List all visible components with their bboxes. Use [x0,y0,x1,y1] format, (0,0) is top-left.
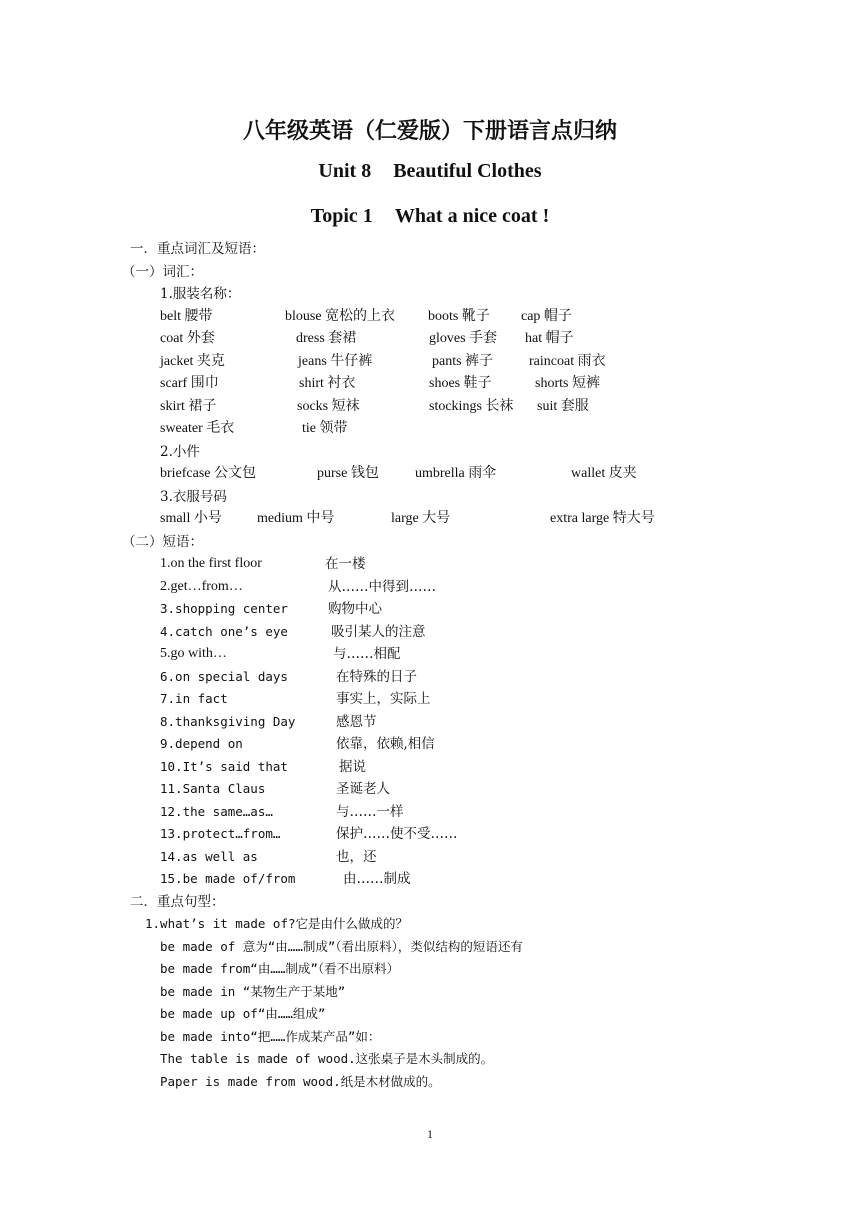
vocab-item: jeans 牛仔裤 [298,353,373,369]
page-number: 1 [427,1127,433,1141]
topic-name: What a nice coat ! [394,205,550,227]
vocab-item: boots 靴子 [428,308,490,324]
vocab-item: socks 短袜 [297,398,360,414]
vocab-item: shorts 短裤 [535,376,600,391]
vocab-item: jacket 夹克 [160,353,225,369]
page-title: 八年级英语（仁爱版）下册语言点归纳 [242,119,617,144]
phrase-row: 10.It’s said that 据说 [160,758,366,775]
vocab-item: briefcase 公文包 [160,466,257,481]
vocab-item: scarf 围巾 [160,376,219,391]
phrase-row: 14.as well as 也，还 [160,848,377,865]
unit-name: Beautiful Clothes [393,160,542,182]
unit-heading [0,160,860,183]
vocab-row [0,508,860,531]
vocab-item: belt 腰带 [160,308,213,324]
vocab-item: wallet 皮夹 [571,466,637,481]
vocab-item: small 小号 [160,511,222,526]
vocab-item: skirt 裙子 [160,398,217,414]
note-line: be made of 意为“由……制成”（看出原料），类似结构的短语还有 [160,938,523,954]
phrase-row: 1.on the first floor 在一楼 [160,556,366,572]
vocab-row [0,418,860,441]
vocab-item: pants 裤子 [432,353,494,369]
section-heading: 一．重点词汇及短语： [130,241,265,257]
vocab-item: sweater 毛衣 [160,421,235,436]
vocab-item: stockings 长袜 [429,398,514,414]
note-line: be made from“由……制成”（看不出原料） [160,961,400,976]
phrase-row: 12.the same…as… 与……一样 [160,803,404,820]
section-heading: 二．重点句型： [130,893,225,910]
unit-label: Unit 8 [318,160,372,182]
vocab-item: gloves 手套 [429,331,498,346]
vocab-item: cap 帽子 [521,308,572,324]
vocab-item: hat 帽子 [525,331,574,346]
vocab-item: dress 套裙 [296,331,357,346]
phrases-heading: （二）短语： [122,533,203,550]
note-line: be made up of“由……组成” [160,1006,326,1021]
topic-heading [0,205,860,228]
sentence-item: 1.what’s it made of?它是由什么做成的？ [145,916,409,931]
accessories-heading: 2.小件 [160,443,200,460]
note-line: The table is made of wood.这张桌子是木头制成的。 [160,1051,494,1066]
vocab-item: tie 领带 [302,421,348,436]
vocab-item: extra large 特大号 [550,511,655,526]
vocab-row [0,373,860,396]
note-line: be made into“把……作成某产品”如： [160,1028,381,1044]
vocab-row [0,351,860,374]
vocab-item: blouse 宽松的上衣 [285,308,396,324]
phrase-row: 8.thanksgiving Day 感恩节 [160,713,377,730]
vocab-row [0,396,860,419]
vocab-item: large 大号 [391,511,451,526]
vocab-item: purse 钱包 [317,466,379,481]
vocab-heading: （一）词汇： [122,263,203,280]
vocab-item: coat 外套 [160,331,215,346]
phrase-row: 2.get…from… 从……中得到…… [160,578,436,595]
vocab-item: shirt 衬衣 [299,376,356,391]
phrase-row: 15.be made of/from 由……制成 [160,871,411,887]
phrase-row: 9.depend on 依靠，依赖,相信 [160,736,435,752]
phrase-row: 6.on special days 在特殊的日子 [160,668,417,685]
note-line: be made in “某物生产于某地” [160,983,346,999]
phrase-row: 13.protect…from… 保护……使不受…… [160,826,458,842]
vocab-item: medium 中号 [257,511,335,526]
topic-label: Topic 1 [310,205,373,227]
vocab-row [0,463,860,486]
vocab-item: shoes 鞋子 [429,376,492,391]
phrase-row: 3.shopping center 购物中心 [160,601,382,617]
phrase-row: 7.in fact 事实上，实际上 [160,691,431,707]
phrase-row: 4.catch one’s eye 吸引某人的注意 [160,623,426,640]
phrase-row: 11.Santa Claus 圣诞老人 [160,781,390,797]
vocab-item: umbrella 雨伞 [415,466,497,481]
note-line: Paper is made from wood.纸是木材做成的。 [160,1073,441,1089]
sizes-heading: 3.衣服号码 [160,488,227,505]
vocab-item: raincoat 雨衣 [529,353,606,369]
clothing-heading: 1.服装名称： [160,286,241,302]
vocab-item: suit 套服 [537,398,589,414]
phrase-row: 5.go with… 与……相配 [160,646,401,662]
vocab-row [0,328,860,351]
document-body [0,238,860,1093]
vocab-row [0,306,860,329]
